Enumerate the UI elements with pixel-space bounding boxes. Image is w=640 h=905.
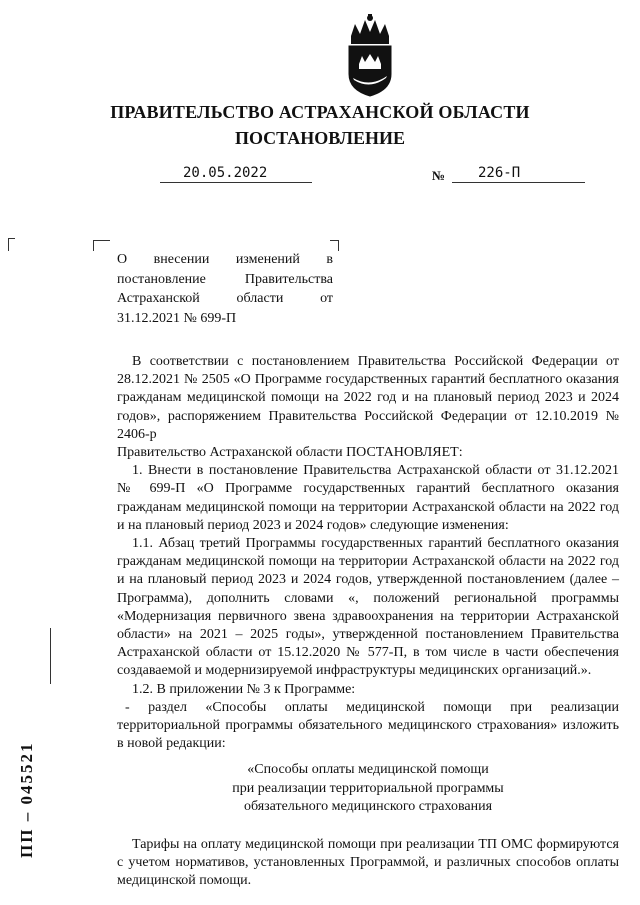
document-body [117, 353, 619, 891]
section-heading-line-2: при реализации территориальной программы [232, 780, 504, 796]
section-heading-line-3: обязательного медицинского страхования [243, 798, 493, 814]
document-number: 226-П [478, 165, 521, 181]
number-underline [452, 182, 585, 183]
document-date: 20.05.2022 [183, 165, 268, 181]
body-paragraph-section: - раздел «Способы оплаты медицинской помощи при реализации территориальной программы обязательного медицинского страхования» изложить в новой редакции: [117, 699, 619, 752]
body-paragraph-tariffs: Тарифы на оплату медицинской помощи при реализации ТП ОМС формируются с учетом нормативов, установленных Программой, и различных способов оплаты медицинской помощи. [117, 837, 619, 889]
government-title: ПРАВИТЕЛЬСТВО АСТРАХАНСКОЙ ОБЛАСТИ [110, 102, 530, 122]
corner-mark-subject-left [93, 240, 110, 251]
body-paragraph-basis: В соответствии с постановлением Правительства Российской Федерации от 28.12.2021 № 2505 «О Программе государственных гарантий бесплатного оказания гражданам медицинской помощи на 2022 год и на плановый период 2023 и 2024 годов», распоряжением Правительства Российской Федерации от 12.10.2019 № 2406-р [117, 354, 619, 442]
corner-mark-left [8, 238, 15, 251]
document-subject: О внесении изменений в постановление Правительства Астраханской области от 31.12.2021 № 699-П [117, 252, 333, 326]
side-serial-code [4, 740, 44, 860]
date-underline [160, 182, 312, 183]
svg-text:ПП – 045521: ПП – 045521 [17, 741, 36, 858]
coat-of-arms-emblem [337, 14, 403, 98]
document-type: ПОСТАНОВЛЕНИЕ [234, 128, 406, 148]
section-heading-line-1: «Способы оплаты медицинской помощи [247, 762, 489, 778]
body-paragraph-item-1: 1. Внести в постановление Правительства Астраханской области от 31.12.2021 № 699-П «О Программе государственных гарантий бесплатного оказания гражданам медицинской помощи на территории Астраханской области на 2022 год и на плановый период 2023 и 2024 годов» следующие изменения: [117, 463, 619, 533]
body-paragraph-item-1-2: 1.2. В приложении № 3 к Программе: [132, 681, 356, 697]
side-margin-rule [50, 628, 51, 684]
body-paragraph-resolve: Правительство Астраханской области ПОСТАНОВЛЯЕТ: [117, 445, 463, 461]
body-paragraph-item-1-1: 1.1. Абзац третий Программы государственных гарантий бесплатного оказания гражданам медицинской помощи на территории Астраханской области на 2022 год и на плановый период 2023 и 2024 годов, утвержденной постановлением (далее – Программа), дополнить словами «, положений региональной программы «Модернизация первичного звена здравоохранения на территории Астраханской области» на 2021 – 2025 годы», утвержденной постановлением Правительства Астраханской области от 15.12.2020 № 577-П, в том числе в части обеспечения создаваемой и модернизируемой инфраструктуры медицинских организаций.». [117, 536, 619, 679]
number-sign: № [432, 168, 446, 183]
